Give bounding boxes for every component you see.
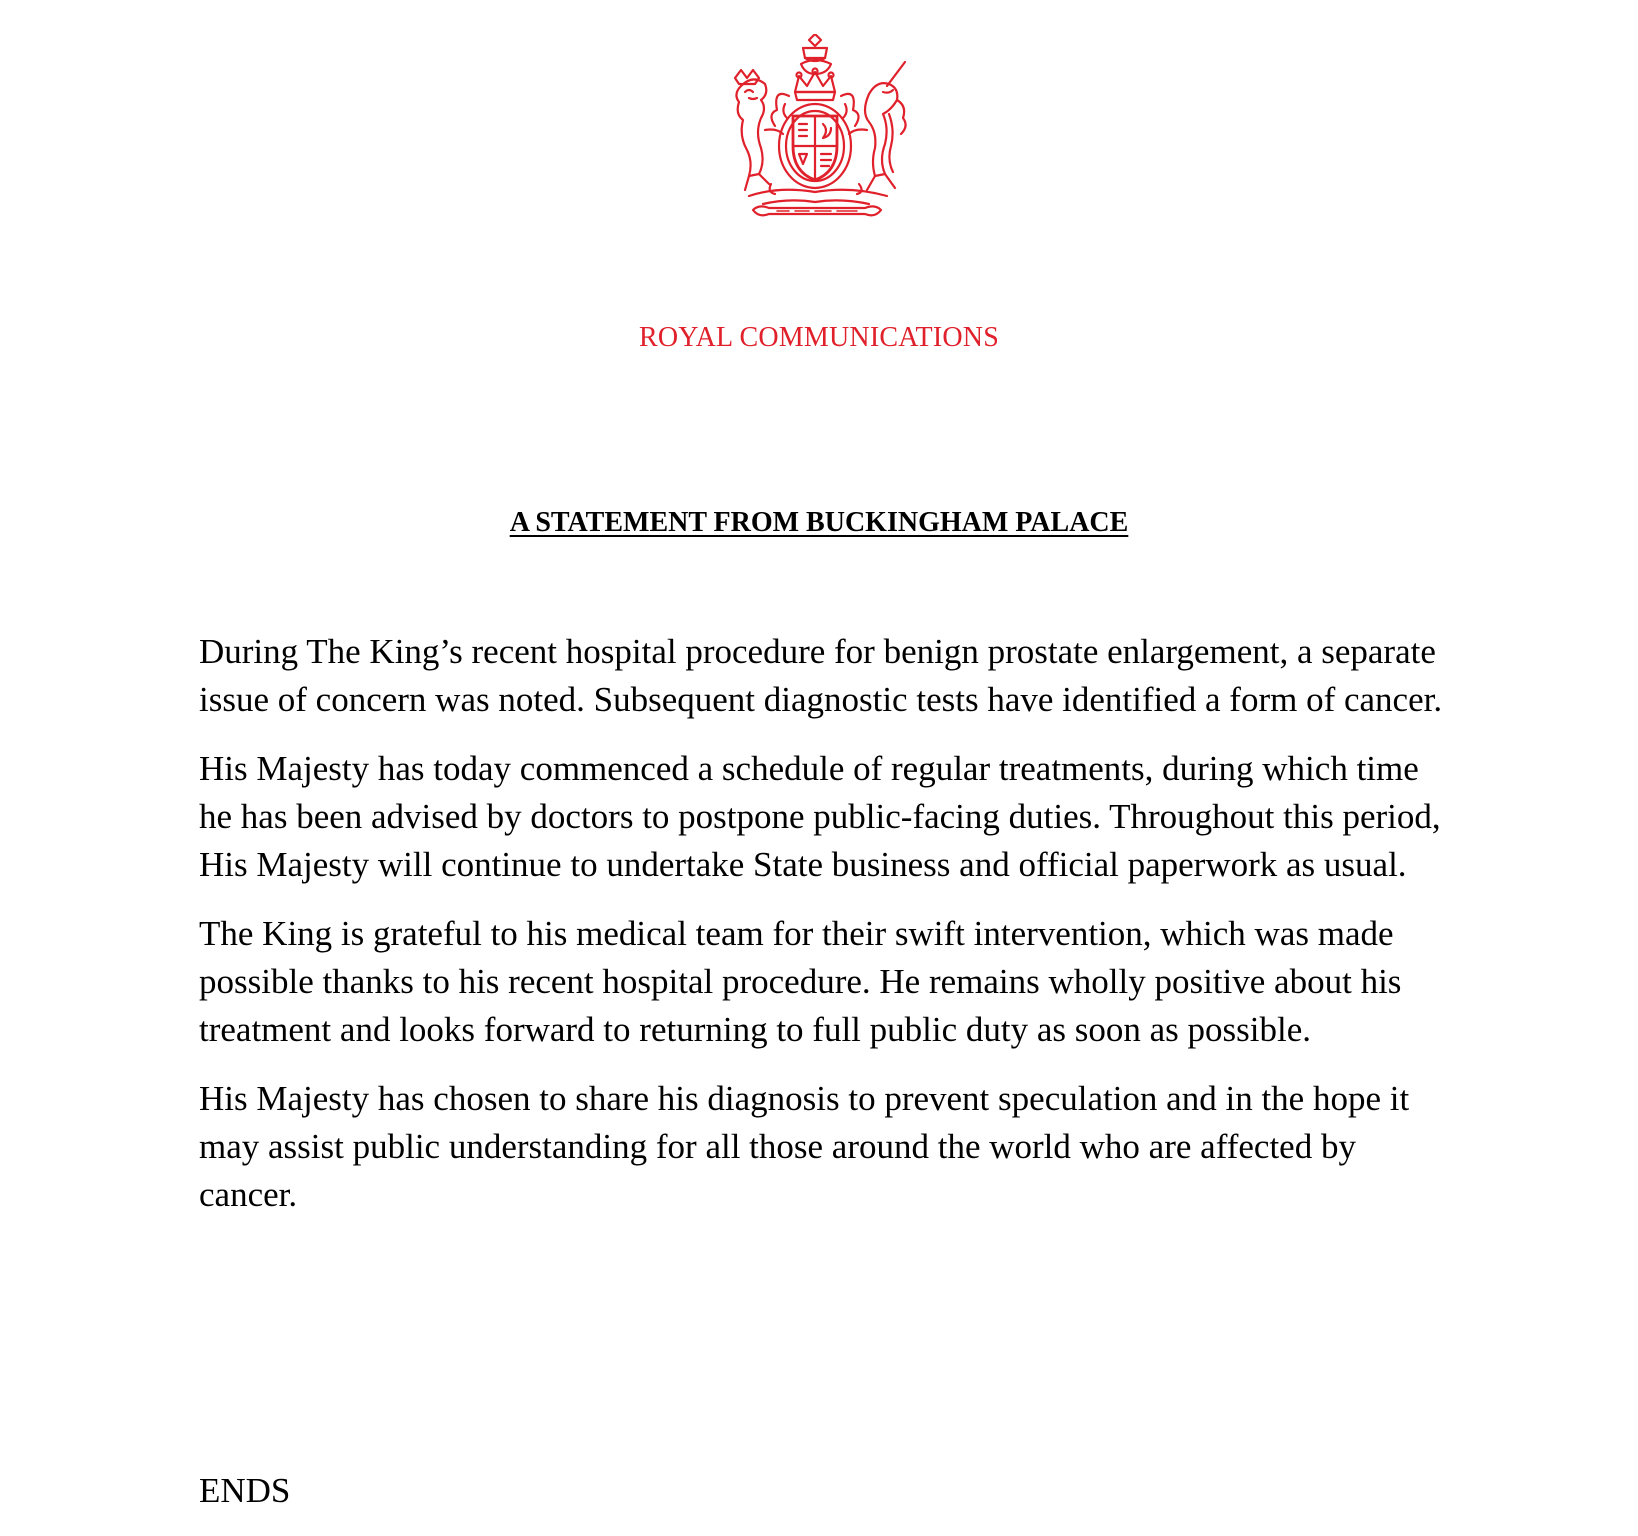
statement-paragraph: His Majesty has chosen to share his diagnosis to prevent speculation and in the hope it may assist public understanding for all those around the world who are affected by cancer. [199,1079,1410,1214]
organisation-name: ROYAL COMMUNICATIONS [639,322,999,353]
royal-coat-of-arms-icon [718,34,920,224]
statement-paragraph: His Majesty has today commenced a schedule of regular treatments, during which time he has been advised by doctors to postpone public-facing duties. Throughout this period, His Majesty will continue to undertake State business and official paperwork as usual. [199,749,1441,884]
statement-closing: ENDS [199,1471,291,1510]
statement-title [0,507,1638,539]
statement-paragraph: During The King’s recent hospital procedure for benign prostate enlargement, a separate issue of concern was noted. Subsequent diagnostic tests have identified a form of cancer. [199,632,1443,719]
statement-paragraph: The King is grateful to his medical team for their swift intervention, which was made possible thanks to his recent hospital procedure. He remains wholly positive about his treatment and looks forward to returning to full public duty as soon as possible. [199,914,1402,1049]
statement-body [199,628,1459,1240]
statement-title-text: A STATEMENT FROM BUCKINGHAM PALACE [509,507,1129,538]
